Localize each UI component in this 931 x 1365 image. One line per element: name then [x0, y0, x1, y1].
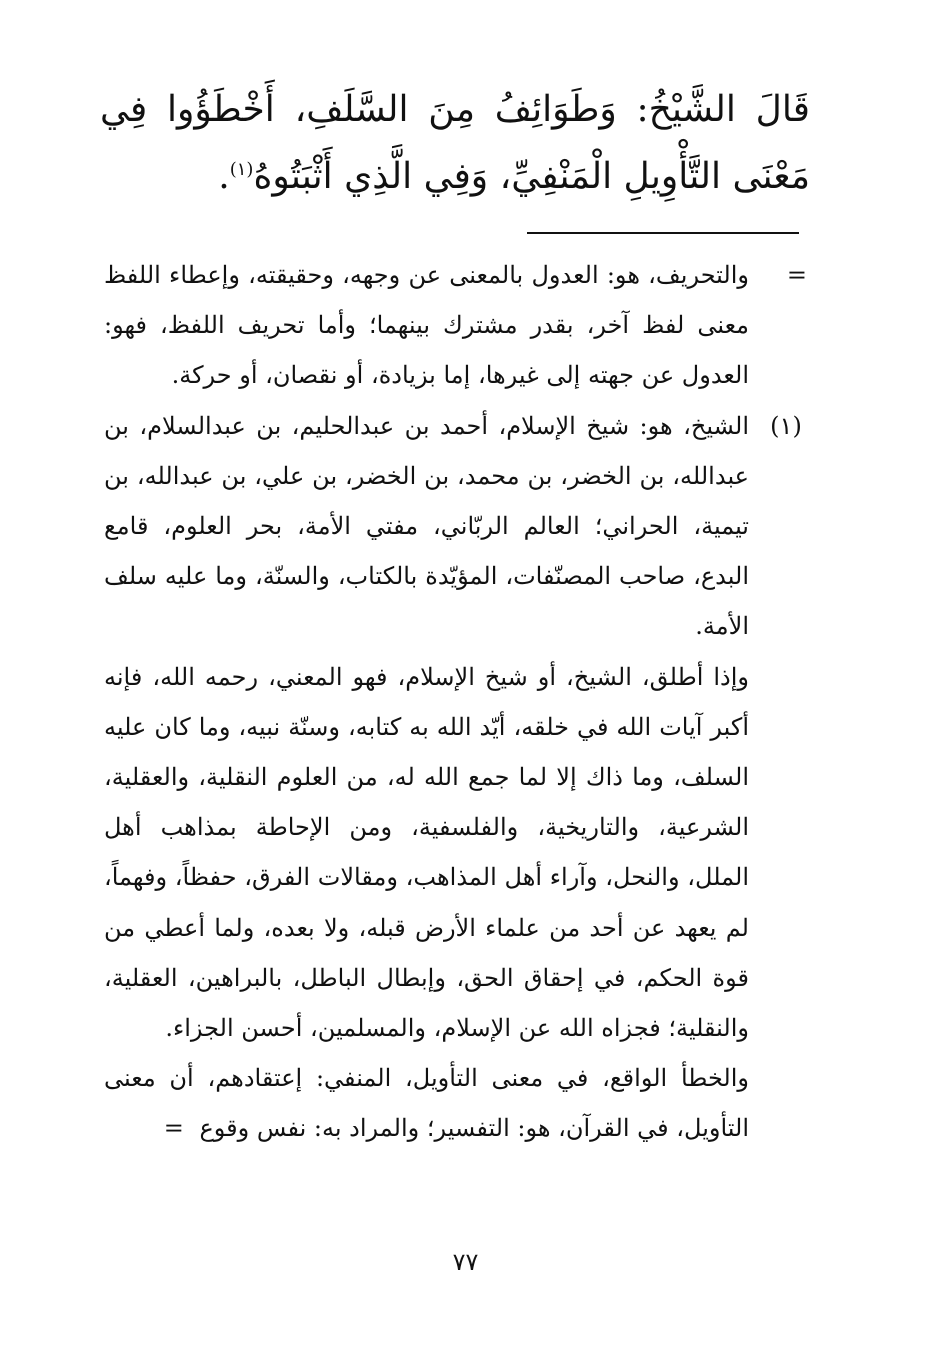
footnote-1	[104, 401, 802, 652]
footnote-1-label: (١)	[770, 411, 802, 440]
page-number: ٧٧	[452, 1248, 479, 1276]
footnote-separator	[527, 232, 799, 234]
continues-mark: =	[163, 1114, 184, 1143]
main-text	[100, 80, 810, 207]
footnote-continuation	[104, 250, 807, 401]
main-text-body: قَالَ الشَّيْخُ: وَطَوَائِفُ مِنَ السَّلَفِ، أَخْطَؤُوا فِي مَعْنَى التَّأْوِيلِ الْمَنْفِيِّ، وَفِي الَّذِي أَثْبَتُوهُ	[100, 89, 810, 197]
footnote-reference: (١)	[229, 159, 254, 180]
footnotes	[104, 250, 807, 1154]
footnote-1-paragraph-3-wrap	[104, 1053, 749, 1153]
footnote-1-paragraph-3: والخطأ الواقع، في معنى التأويل، المنفي: إعتقادهم، أن معنى التأويل، في القرآن، هو: التفسير؛ والمراد به: نفس وقوع	[104, 1064, 749, 1143]
continuation-mark: =	[786, 261, 807, 289]
continuation-text: والتحريف، هو: العدول بالمعنى عن وجهه، وحقيقته، وإعطاء اللفظ معنى لفظ آخر، بقدر مشترك بينهما؛ وأما تحريف اللفظ، فهو: العدول عن جهته إلى غيرها، إما بزيادة، أو نقصان، أو حركة.	[104, 261, 749, 390]
footnote-1-paragraph-1: الشيخ، هو: شيخ الإسلام، أحمد بن عبدالحليم، بن عبدالسلام، بن عبدالله، بن الخضر، بن محمد، بن الخضر، بن علي، بن عبدالله، بن تيمية، الحراني؛ العالم الربّاني، مفتي الأمة، بحر العلوم، قامع البدع، صاحب المصنّفات، المؤيّدة بالكتاب، والسنّة، وما عليه سلف الأمة.	[104, 411, 750, 641]
footnote-1-paragraph-2: وإذا أطلق، الشيخ، أو شيخ الإسلام، فهو المعني، رحمه الله، فإنه أكبر آيات الله في خلقه، أيّد الله به كتابه، وسنّة نبيه، وما كان عليه السلف، وما ذاك إلا لما جمع الله له، من العلوم النقلية، والعقلية، الشرعية، والتاريخية، والفلسفية، ومن الإحاطة بمذاهب أهل الملل، والنحل، وآراء أهل المذاهب، ومقالات الفرق، حفظاً، وفهماً، لم يعهد عن أحد من علماء الأرض قبله، ولا بعده، ولما أعطي من قوة الحكم، في إحقاق الحق، وإبطال الباطل، بالبراهين، العقلية، والنقلية؛ فجزاه الله عن الإسلام، والمسلمين، أحسن الجزاء.	[104, 662, 750, 1043]
main-text-end: .	[218, 156, 230, 197]
